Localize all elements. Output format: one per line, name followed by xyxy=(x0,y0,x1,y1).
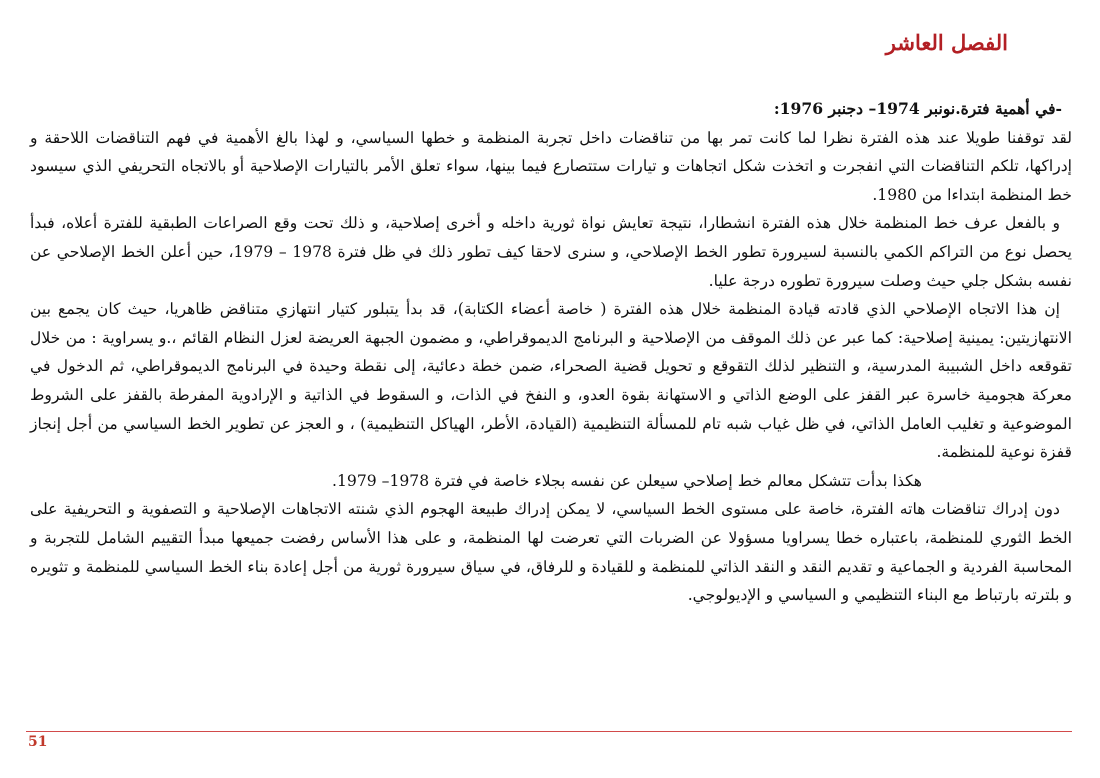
page-number: 51 xyxy=(28,734,48,750)
paragraph: دون إدراك تناقضات هاته الفترة، خاصة على مستوى الخط السياسي، لا يمكن إدراك طبيعة الهجوم الذي شنته الاتجاهات الإصلاحية و التصفوية و التحريفية على الخط الثوري للمنظمة، باعتباره خطا يسراويا مسؤولا عن الضربات التي تعرضت لها المنظمة، و على هذا الأساس رفضت جميعها مبدأ التقييم الشامل للتجربة و المحاسبة الفردية و الجماعية و تقديم النقد و النقد الذاتي للمنظمة و للقيادة و للرفاق، في سياق سيرورة ثورية من أجل إعادة بناء الخط السياسي للمنظمة و تثويره و بلترته بارتباط مع البناء التنظيمي و السياسي و الإديولوجي. xyxy=(30,500,1072,605)
chapter-title: الفصل العاشر xyxy=(885,30,1008,55)
paragraph: إن هذا الاتجاه الإصلاحي الذي قادته قيادة المنظمة خلال هذه الفترة ( خاصة أعضاء الكتابة)، قد بدأ يتبلور كتيار انتهازي متناقض ظاهريا، حيث كان يجمع بين الانتهازيتين: يمينية إصلاحية: كما عبر عن ذلك الموقف من الإصلاحية و البرنامج الديموقراطي، و مضمون الجبهة العريضة لعزل النظام القائم ،.و يسراوية : من خلال تقوقعه داخل الشبيبة المدرسية، و التنظير لذلك التقوقع و تحويل قضية الصحراء، ضمن خطة دعائية، إلى نقطة وحيدة في البرنامج الديموقراطي، ثم الدخول في معركة هجومية خاسرة عبر القفز على الوضع الذاتي و الاستهانة بقوة العدو، و النفخ في الذات، و السقوط في الذاتية و الإرادوية المفرطة بالقفز على الشروط الموضوعية و تغليب العامل الذاتي، في ظل غياب شبه تام للمسألة التنظيمية (القيادة، الأطر، الهياكل التنظيمية) ، و العجز عن تطوير الخط السياسي من أجل إنجاز قفزة نوعية للمنظمة. xyxy=(30,300,1072,462)
paragraph: و بالفعل عرف خط المنظمة خلال هذه الفترة انشطارا، نتيجة تعايش نواة ثورية داخله و أخرى إصلاحية، و ذلك تحت وقع الصراعات الطبقية للفترة أعلاه، فبدأ يحصل نوع من التراكم الكمي بالنسبة لسيرورة تطور الخط الإصلاحي، و سنرى لاحقا كيف تطور ذلك في ظل فترة 1978 – 1979، حين أعلن الخط الإصلاحي عن نفسه بشكل جلي حيث وصلت سيرورة تطوره درجة عليا. xyxy=(30,214,1072,290)
paragraph: هكذا بدأت تتشكل معالم خط إصلاحي سيعلن عن نفسه بجلاء خاصة في فترة 1978– 1979. xyxy=(332,471,922,490)
footer-rule xyxy=(26,731,1072,732)
body-text xyxy=(30,95,1072,610)
section-heading: -في أهمية فترة.نونبر 1974– دجنبر 1976: xyxy=(773,99,1062,118)
paragraph: لقد توقفنا طويلا عند هذه الفترة نظرا لما كانت تمر بها من تناقضات داخل تجربة المنظمة و خطها السياسي، و لهذا بالغ الأهمية في فهم التناقضات اللاحقة و إدراكها، تلكم التناقضات التي انفجرت و اتخذت شكل اتجاهات و تيارات ستتصارع فيما بينها، سواء تعلق الأمر بالتيارات الإصلاحية أو بالاتجاه التحريفي الذي سيسود خط المنظمة ابتداءا من 1980. xyxy=(30,128,1072,204)
